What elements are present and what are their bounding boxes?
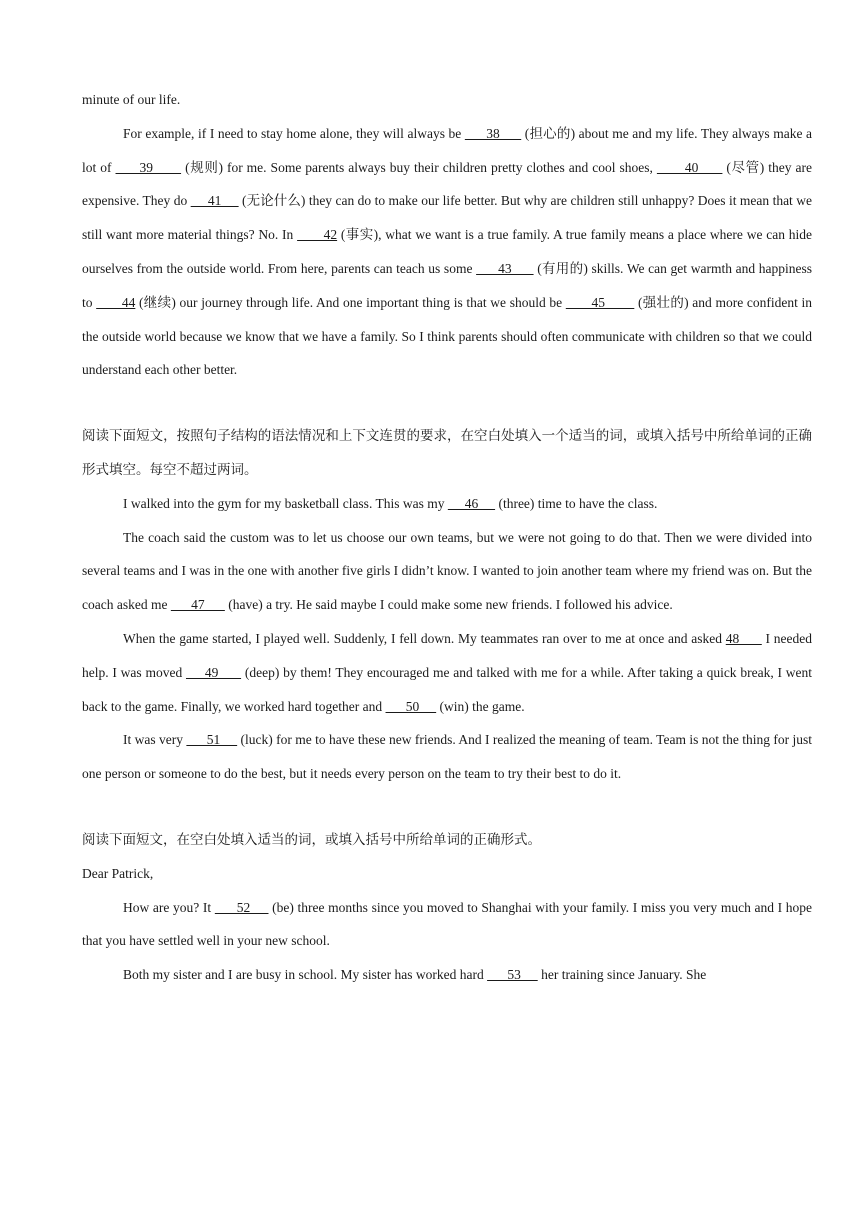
answer-blank: 46 [447,495,496,511]
text-run: (担心的) about me and my life. They always make a lot of [82,125,813,175]
paragraph [82,723,812,791]
text-run: (have) a try. He said maybe I could make some new friends. I followed his advice. [224,597,673,613]
paragraph [82,487,812,521]
text-run: her training since January. She [537,967,707,983]
paragraph [82,958,812,992]
text-run: (luck) for me to have these new friends. And I realized the meaning of team. Team is not the thing for just one person or someone to do the best, but it needs every person on the team to try their best to do it. [82,732,813,782]
text-run: For example, if I need to stay home alone, they will always be [123,125,465,141]
text-run: (继续) our journey through life. And one important thing is that we should be [135,294,566,310]
letter-greeting: Dear Patrick, [82,865,154,881]
text-run: (be) three months since you moved to Shanghai with your family. I miss you very much and I hope that you have settled well in your new school. [82,899,813,949]
answer-blank: 44 [96,294,136,310]
page-content [82,83,812,992]
text-run: The coach said the custom was to let us choose our own teams, but we were not going to do that. Then we were divided into several teams and I was in the one with another five girls I didn’t know. I wanted to join another team where my friend was on. But the coach asked me [82,529,812,613]
answer-blank: 51 [186,732,238,748]
answer-blank: 53 [487,967,538,983]
paragraph [82,521,812,622]
text-run: How are you? It [123,899,215,915]
text-run: (有用的) skills. We can get warmth and happiness to [82,260,812,310]
passage-2-instruction: 阅读下面短文，按照句子结构的语法情况和上下文连贯的要求，在空白处填入一个适当的词，或填入括号中所给单词的正确形式填空。每空不超过两词。 [82,428,812,477]
text-run: minute of our life. [82,92,181,107]
text-run: (事实), what we want is a true family. A true family means a place where we can hide ourselves from the outside world. From here, parents can teach us some [82,227,812,276]
passage-3 [82,891,812,992]
text-run: (尽管) they are expensive. They do [82,159,813,209]
text-run: I needed help. I was moved [82,630,813,680]
text-run: I walked into the gym for my basketball class. This was my [123,495,448,511]
paragraph [82,83,812,117]
text-run: When the game started, I played well. Suddenly, I fell down. My teammates ran over to me at once and asked [123,630,726,646]
text-run: Both my sister and I are busy in school. My sister has worked hard [123,967,488,983]
text-run: It was very [123,732,187,748]
paragraph [82,117,812,387]
answer-blank: 52 [214,899,269,915]
answer-blank: 43 [476,260,534,276]
answer-blank: 38 [464,125,522,141]
paragraph [82,891,812,959]
answer-blank: 42 [297,227,338,243]
answer-blank: 45 [565,294,635,310]
text-run: (win) the game. [436,698,525,714]
text-run: (规则) for me. Some parents always buy their children pretty clothes and cool shoes, [181,159,657,175]
answer-blank: 40 [656,159,723,175]
text-run: (无论什么) they can do to make our life better. But why are children still unhappy? Does it mean that we still want more material things? No. In [82,193,812,243]
answer-blank: 50 [385,698,437,714]
passage-3-instruction: 阅读下面短文，在空白处填入适当的词，或填入括号中所给单词的正确形式。 [82,831,541,847]
text-run: (强壮的) and more confident in the outside world because we know that we have a family. So I think parents should often communicate with children so that we could understand each other better. [82,294,813,378]
passage-1 [82,83,812,387]
paragraph [82,622,812,723]
answer-blank: 48 [725,630,762,646]
answer-blank: 41 [190,193,239,209]
text-run: (three) time to have the class. [495,495,658,511]
text-run: (deep) by them! They encouraged me and talked with me for a while. After taking a quick break, I went back to the game. Finally, we worked hard together and [82,664,812,714]
answer-blank: 39 [115,159,182,175]
passage-2 [82,487,812,791]
answer-blank: 47 [170,597,225,613]
answer-blank: 49 [185,664,242,680]
